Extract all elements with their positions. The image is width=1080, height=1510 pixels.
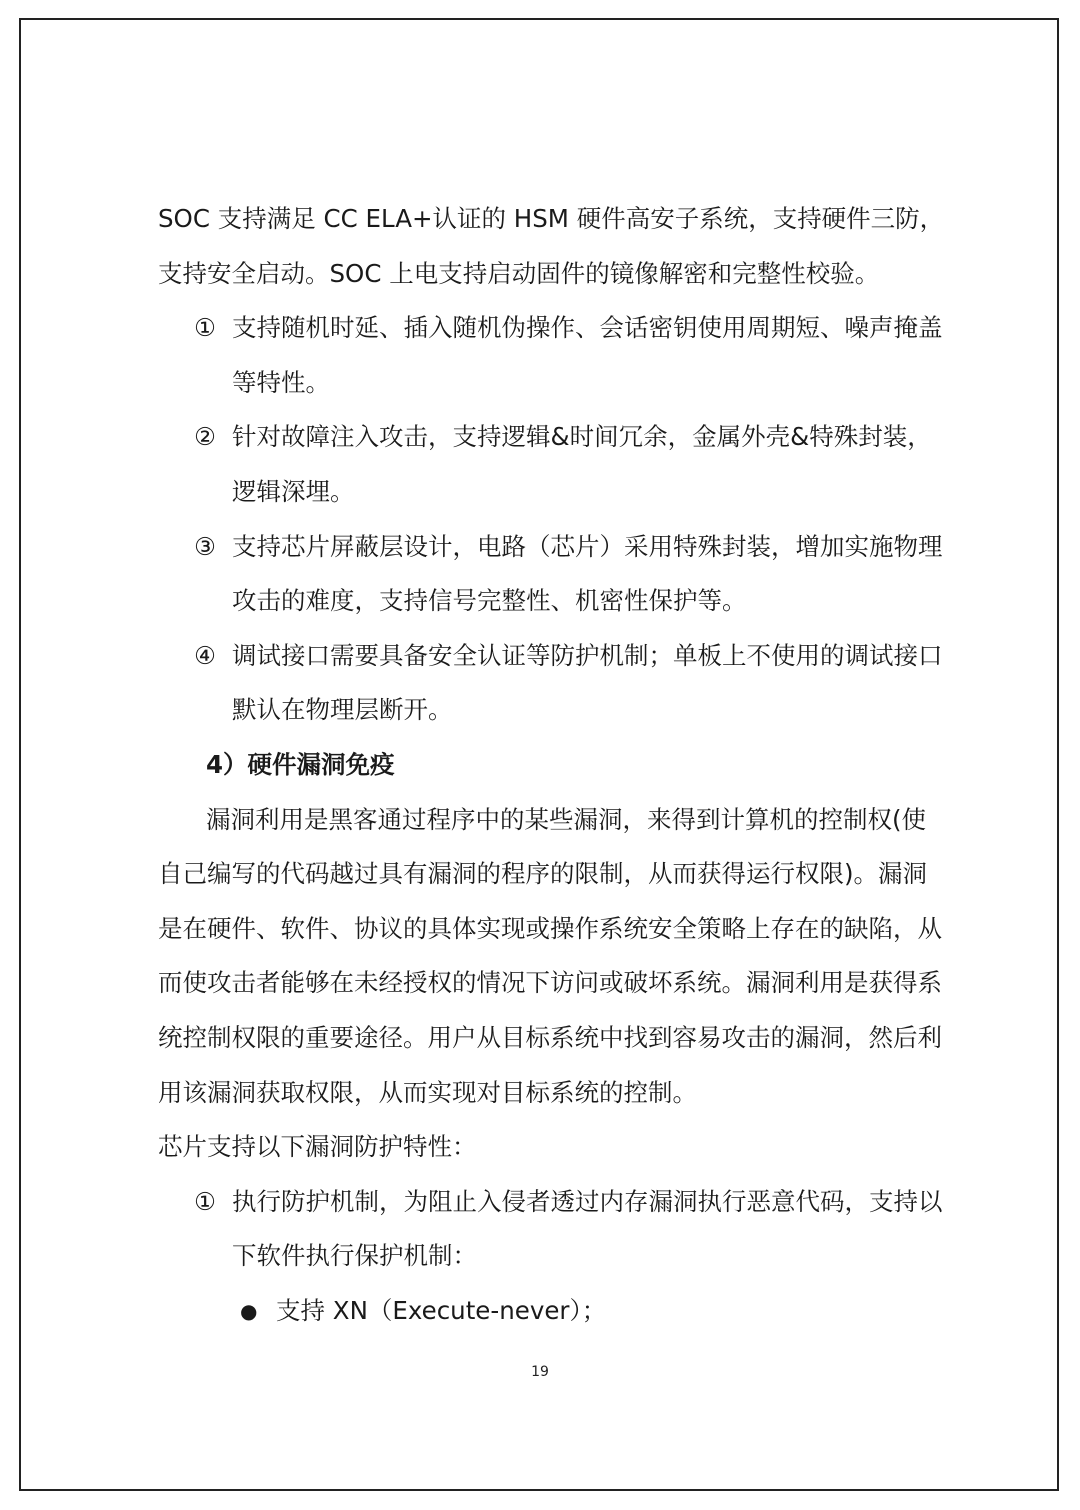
list-item-1 <box>158 301 943 356</box>
paragraph-line-3: 是在硬件、软件、协议的具体实现或操作系统安全策略上存在的缺陷，从 <box>158 913 942 943</box>
intro-line-2: 支持安全启动。SOC 上电支持启动固件的镜像解密和完整性校验。 <box>158 258 880 288</box>
paragraph-line-1: 漏洞利用是黑客通过程序中的某些漏洞，来得到计算机的控制权(使 <box>206 804 927 834</box>
list-item-2-cont: 逻辑深埋。 <box>232 476 355 506</box>
list-item-2 <box>158 410 938 465</box>
item-text: 调试接口需要具备安全认证等防护机制；单板上不使用的调试接口 <box>232 640 943 670</box>
list-intro: 芯片支持以下漏洞防护特性： <box>158 1132 477 1162</box>
section-heading: 4）硬件漏洞免疫 <box>206 749 395 779</box>
list-item-4-cont: 默认在物理层断开。 <box>232 695 453 725</box>
bullet-text: 支持 XN（Execute-never）； <box>276 1295 607 1325</box>
paragraph-line-2: 自己编写的代码越过具有漏洞的程序的限制，从而获得运行权限)。漏洞 <box>158 859 928 889</box>
bullet-item <box>158 1284 938 1339</box>
paragraph-line-5: 统控制权限的重要途径。用户从目标系统中找到容易攻击的漏洞，然后利 <box>158 1022 942 1052</box>
item-text: 支持随机时延、插入随机伪操作、会话密钥使用周期短、噪声掩盖 <box>232 313 943 343</box>
list-item-4 <box>158 629 943 684</box>
item-text: 针对故障注入攻击，支持逻辑&时间冗余，金属外壳&特殊封装， <box>232 422 932 452</box>
item-number: ① <box>194 1186 216 1216</box>
list-item-1-cont: 等特性。 <box>232 367 330 397</box>
item-number: ② <box>194 422 216 452</box>
item-text: 执行防护机制，为阻止入侵者透过内存漏洞执行恶意代码，支持以 <box>232 1186 943 1216</box>
document-body <box>158 192 945 1338</box>
list-item-5-cont: 下软件执行保护机制： <box>232 1241 477 1271</box>
item-number: ④ <box>194 640 216 670</box>
item-text: 支持芯片屏蔽层设计，电路（芯片）采用特殊封装，增加实施物理 <box>232 531 943 561</box>
paragraph-line-4: 而使攻击者能够在未经授权的情况下访问或破坏系统。漏洞利用是获得系 <box>158 968 942 998</box>
item-number: ③ <box>194 531 216 561</box>
list-item-3 <box>158 520 943 575</box>
item-number: ① <box>194 313 216 343</box>
bullet-icon: ● <box>240 1298 258 1323</box>
list-item-5 <box>158 1175 943 1230</box>
page-number: 19 <box>531 1364 549 1380</box>
intro-line-1: SOC 支持满足 CC ELA+认证的 HSM 硬件高安子系统，支持硬件三防， <box>158 204 945 233</box>
paragraph-line-6: 用该漏洞获取权限，从而实现对目标系统的控制。 <box>158 1077 697 1107</box>
list-item-3-cont: 攻击的难度，支持信号完整性、机密性保护等。 <box>232 586 747 616</box>
